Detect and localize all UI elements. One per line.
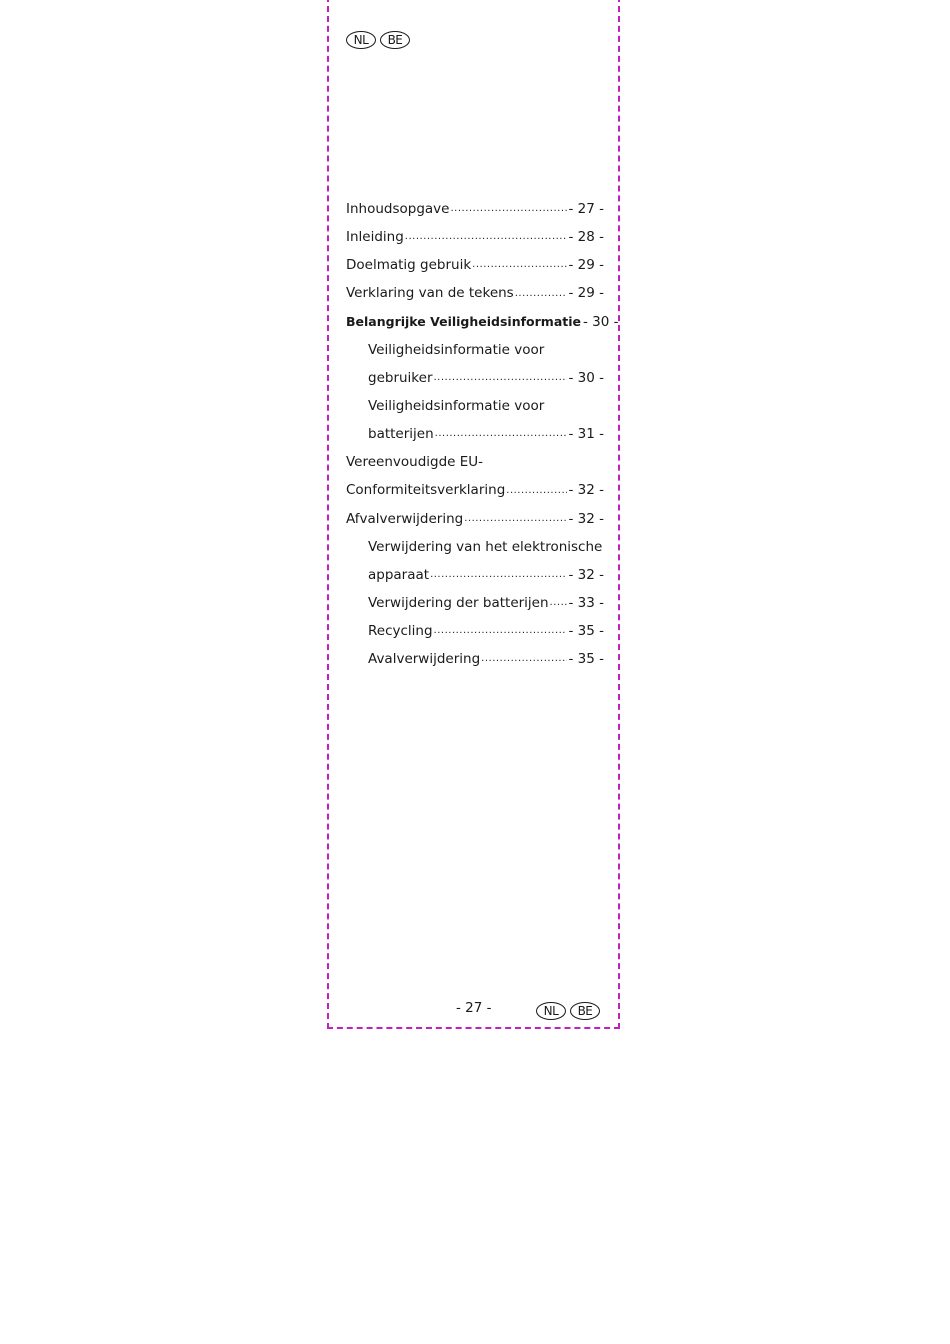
- toc-entry-page: - 35 -: [568, 651, 604, 668]
- toc-dot-leader: [435, 428, 568, 448]
- toc-entry-page: - 35 -: [568, 623, 604, 640]
- toc-entry-page: - 30 -: [568, 369, 604, 386]
- toc-dot-leader: [434, 625, 568, 645]
- toc-entry-title: Doelmatig gebruik: [346, 257, 472, 274]
- toc-subentry-line1: [346, 533, 604, 561]
- toc-entry-title: Verwijdering van het elektronische: [368, 538, 603, 555]
- toc-entry-page: - 32 -: [568, 482, 604, 499]
- toc-dot-leader: [472, 259, 567, 279]
- toc-entry-title: Conformiteitsverklaring: [346, 482, 506, 499]
- toc-entry-title: Verklaring van de tekens: [346, 285, 514, 302]
- toc-entry-title: batterijen: [368, 426, 434, 443]
- page-number: - 27 -: [456, 1000, 492, 1016]
- toc-entry-title: Recycling: [368, 623, 433, 640]
- language-badges-bottom: [536, 1002, 600, 1020]
- toc-entry: [346, 251, 604, 279]
- toc-subentry: [346, 364, 604, 392]
- toc-entry-line1: [346, 448, 604, 476]
- language-badge-be: BE: [570, 1002, 600, 1020]
- toc-entry-title: Belangrijke Veiligheidsinformatie: [346, 314, 582, 330]
- toc-entry-title: Avalverwijdering: [368, 651, 481, 668]
- language-badge-nl: NL: [346, 31, 376, 49]
- toc-entry: [346, 476, 604, 504]
- toc-entry: [346, 223, 604, 251]
- toc-entry-title: apparaat: [368, 566, 430, 583]
- language-badge-be: BE: [380, 31, 410, 49]
- toc-entry-page: - 32 -: [568, 510, 604, 527]
- toc-entry-page: - 30 -: [583, 313, 619, 330]
- toc-entry-title: Verwijdering der batterijen: [368, 595, 549, 612]
- toc-entry: [346, 279, 604, 307]
- toc-subentry: [346, 617, 604, 645]
- toc-subentry-line1: [346, 336, 604, 364]
- toc-dot-leader: [506, 485, 567, 505]
- toc-entry-title: gebruiker: [368, 369, 433, 386]
- language-badge-nl: NL: [536, 1002, 566, 1020]
- toc-entry: [346, 195, 604, 223]
- toc-dot-leader: [405, 231, 568, 251]
- toc-subentry: [346, 589, 604, 617]
- toc-entry-title: Veiligheidsinformatie voor: [368, 341, 545, 358]
- toc-subentry-line1: [346, 392, 604, 420]
- toc-entry-page: - 31 -: [568, 426, 604, 443]
- toc-dot-leader: [434, 372, 568, 392]
- toc-entry-title: Vereenvoudigde EU-: [346, 454, 484, 471]
- toc-entry: [346, 505, 604, 533]
- toc-entry-page: - 29 -: [568, 257, 604, 274]
- toc-entry-page: - 29 -: [568, 285, 604, 302]
- toc-subentry: [346, 561, 604, 589]
- table-of-contents: [346, 195, 619, 673]
- toc-entry-title: Afvalverwijdering: [346, 510, 464, 527]
- toc-entry-page: - 27 -: [568, 201, 604, 218]
- toc-entry-title: Inhoudsopgave: [346, 201, 450, 218]
- toc-entry-page: - 32 -: [568, 566, 604, 583]
- toc-dot-leader: [481, 653, 567, 673]
- toc-dot-leader: [550, 597, 568, 617]
- toc-entry-title: Veiligheidsinformatie voor: [368, 398, 545, 415]
- toc-subentry: [346, 420, 604, 448]
- toc-dot-leader: [450, 203, 567, 223]
- toc-dot-leader: [430, 569, 567, 589]
- toc-entry-section: [346, 308, 619, 336]
- toc-subentry: [346, 645, 604, 673]
- toc-entry-title: Inleiding: [346, 229, 404, 246]
- toc-entry-page: - 33 -: [568, 595, 604, 612]
- language-badges-top: [346, 31, 410, 49]
- toc-entry-page: - 28 -: [568, 229, 604, 246]
- toc-dot-leader: [515, 288, 568, 308]
- toc-dot-leader: [464, 513, 567, 533]
